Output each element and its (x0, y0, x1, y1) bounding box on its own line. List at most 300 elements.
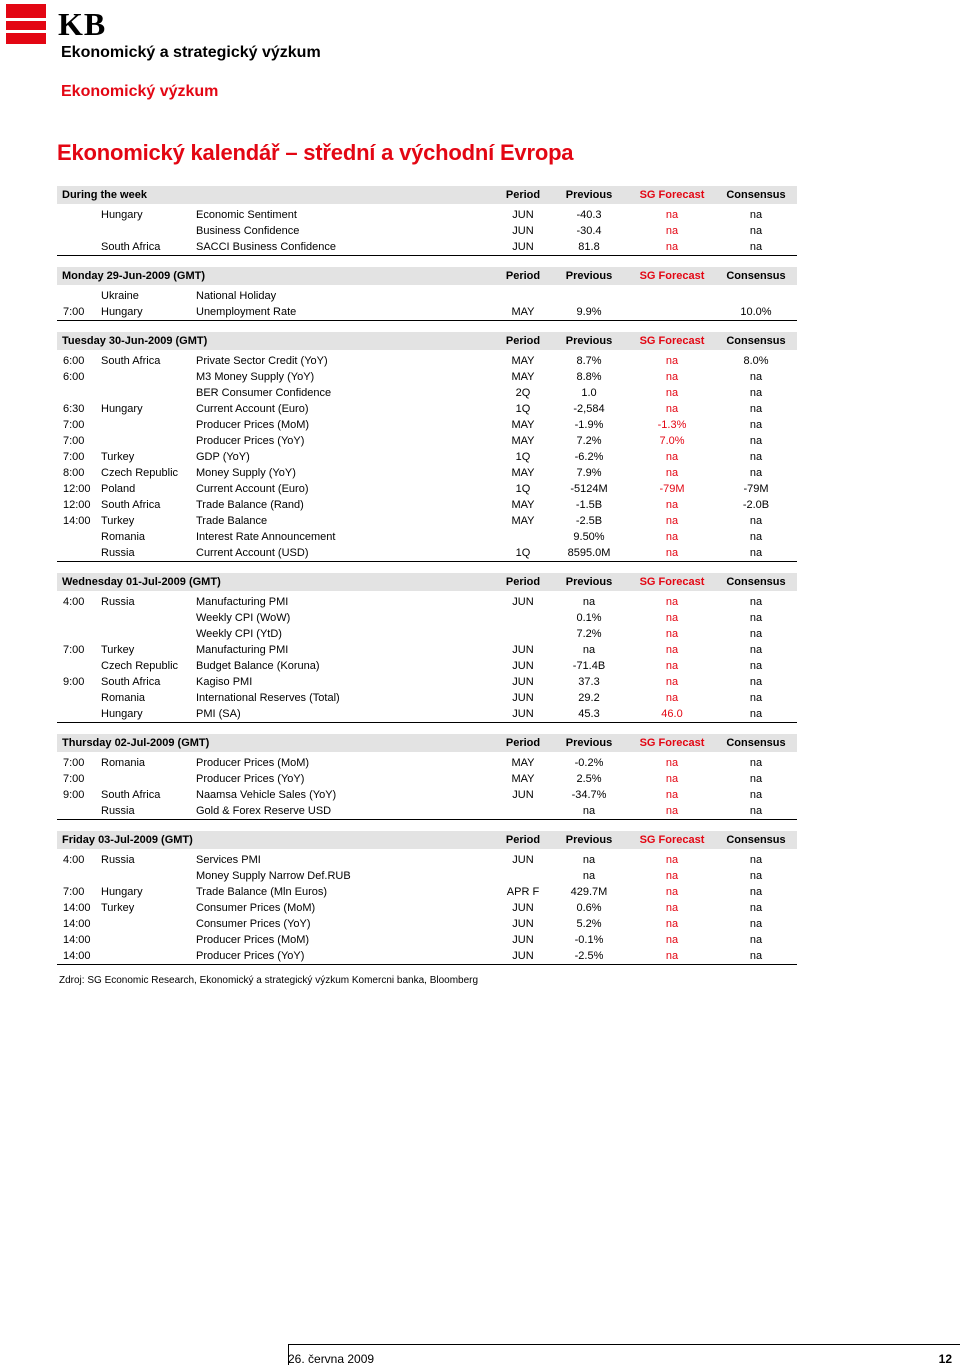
event-country: Russia (101, 547, 135, 559)
event-time: 7:00 (63, 306, 85, 318)
event-time: 12:00 (63, 483, 91, 495)
table-row (57, 304, 797, 321)
event-forecast: na (665, 644, 679, 656)
table-row (57, 884, 797, 900)
table-row (57, 755, 797, 771)
event-forecast: na (665, 355, 679, 367)
section-header (57, 332, 797, 350)
event-forecast: na (665, 902, 679, 914)
column-header-consensus: Consensus (726, 189, 786, 201)
event-period: MAY (511, 419, 535, 431)
subdepartment-title: Ekonomický výzkum (61, 83, 219, 100)
event-name: Private Sector Credit (YoY) (196, 355, 328, 367)
event-forecast: na (665, 515, 679, 527)
section-title: During the week (62, 189, 147, 201)
event-country: South Africa (101, 499, 161, 511)
event-period: JUN (512, 902, 534, 914)
event-forecast: na (665, 241, 679, 253)
event-name: Producer Prices (MoM) (196, 757, 310, 769)
event-name: Gold & Forex Reserve USD (196, 805, 332, 817)
event-forecast: -1.3% (657, 419, 687, 431)
event-forecast: na (665, 854, 679, 866)
event-period: MAY (511, 499, 535, 511)
event-period: MAY (511, 515, 535, 527)
page-number: 12 (938, 1352, 952, 1366)
section-header (57, 831, 797, 849)
event-country: Hungary (101, 708, 143, 720)
event-previous: 81.8 (578, 241, 600, 253)
event-consensus: na (749, 371, 763, 383)
event-consensus: -2.0B (742, 499, 770, 511)
event-name: Money Supply (YoY) (196, 467, 296, 479)
event-name: Manufacturing PMI (196, 596, 289, 608)
event-country: Russia (101, 854, 135, 866)
event-name: Weekly CPI (WoW) (196, 612, 291, 624)
event-period: 1Q (515, 483, 531, 495)
event-name: BER Consumer Confidence (196, 387, 332, 399)
event-period: JUN (512, 854, 534, 866)
table-row (57, 658, 797, 674)
table-row (57, 207, 797, 223)
section-title: Wednesday 01-Jul-2009 (GMT) (62, 576, 221, 588)
event-time: 7:00 (63, 773, 85, 785)
event-consensus: na (749, 387, 763, 399)
kb-logo-text: KB (58, 6, 107, 42)
event-previous: 0.6% (576, 902, 602, 914)
event-forecast: na (665, 918, 679, 930)
event-name: Money Supply Narrow Def.RUB (196, 870, 351, 882)
column-header-forecast: SG Forecast (639, 737, 705, 749)
event-time: 7:00 (63, 757, 85, 769)
event-name: Economic Sentiment (196, 209, 297, 221)
event-time: 9:00 (63, 676, 85, 688)
column-header-period: Period (505, 576, 541, 588)
event-period: MAY (511, 371, 535, 383)
table-row (57, 787, 797, 803)
event-period: 1Q (515, 403, 531, 415)
table-row (57, 690, 797, 706)
event-name: Current Account (USD) (196, 547, 309, 559)
event-forecast: na (665, 789, 679, 801)
column-header-period: Period (505, 335, 541, 347)
event-consensus: na (749, 628, 763, 640)
event-time: 7:00 (63, 886, 85, 898)
event-consensus: na (749, 789, 763, 801)
section-header (57, 734, 797, 752)
table-row (57, 545, 797, 562)
column-header-forecast: SG Forecast (639, 189, 705, 201)
column-header-previous: Previous (565, 834, 613, 846)
event-forecast: na (665, 531, 679, 543)
event-name: Producer Prices (YoY) (196, 950, 305, 962)
footer-date: 26. června 2009 (288, 1352, 375, 1366)
event-forecast: na (665, 692, 679, 704)
event-consensus: 8.0% (743, 355, 769, 367)
column-header-period: Period (505, 189, 541, 201)
event-consensus: na (749, 451, 763, 463)
table-row (57, 948, 797, 965)
event-forecast: na (665, 225, 679, 237)
event-previous: 9.50% (573, 531, 605, 543)
event-name: Unemployment Rate (196, 306, 297, 318)
event-forecast: na (665, 403, 679, 415)
event-forecast: na (665, 387, 679, 399)
event-country: Romania (101, 757, 146, 769)
table-row (57, 513, 797, 529)
event-name: Trade Balance (196, 515, 268, 527)
event-previous: 8.8% (576, 371, 602, 383)
event-period: JUN (512, 950, 534, 962)
calendar-section (57, 186, 797, 256)
event-time: 7:00 (63, 435, 85, 447)
event-forecast: na (665, 870, 679, 882)
event-period: JUN (512, 596, 534, 608)
event-previous: -71.4B (572, 660, 606, 672)
event-forecast: na (665, 886, 679, 898)
event-previous: na (582, 596, 596, 608)
event-consensus: na (749, 805, 763, 817)
event-period: MAY (511, 355, 535, 367)
event-country: South Africa (101, 355, 161, 367)
event-forecast: na (665, 371, 679, 383)
column-header-previous: Previous (565, 335, 613, 347)
event-previous: -6.2% (574, 451, 604, 463)
section-title: Tuesday 30-Jun-2009 (GMT) (62, 335, 208, 347)
event-country: Russia (101, 805, 135, 817)
economic-calendar (57, 186, 797, 976)
column-header-consensus: Consensus (726, 737, 786, 749)
event-period: MAY (511, 757, 535, 769)
event-consensus: na (749, 612, 763, 624)
column-header-previous: Previous (565, 576, 613, 588)
event-time: 6:00 (63, 355, 85, 367)
event-previous: 8595.0M (567, 547, 611, 559)
event-forecast: na (665, 451, 679, 463)
column-header-previous: Previous (565, 270, 613, 282)
event-forecast: na (665, 209, 679, 221)
event-previous: 37.3 (578, 676, 600, 688)
event-name: Manufacturing PMI (196, 644, 289, 656)
event-country: South Africa (101, 789, 161, 801)
event-country: Czech Republic (101, 467, 179, 479)
event-country: South Africa (101, 241, 161, 253)
event-previous: -30.4 (576, 225, 602, 237)
event-consensus: na (749, 886, 763, 898)
footer-rule (288, 1344, 960, 1345)
event-name: GDP (YoY) (196, 451, 250, 463)
event-name: Producer Prices (YoY) (196, 773, 305, 785)
event-name: SACCI Business Confidence (196, 241, 337, 253)
event-consensus: na (749, 950, 763, 962)
section-header (57, 573, 797, 591)
event-consensus: 10.0% (740, 306, 772, 318)
event-country: Turkey (101, 515, 135, 527)
event-consensus: -79M (743, 483, 769, 495)
kb-logo-mark (6, 4, 46, 44)
event-consensus: na (749, 854, 763, 866)
event-name: Budget Balance (Koruna) (196, 660, 320, 672)
event-period: 1Q (515, 547, 531, 559)
table-row (57, 465, 797, 481)
event-time: 14:00 (63, 902, 91, 914)
column-header-consensus: Consensus (726, 335, 786, 347)
column-header-period: Period (505, 834, 541, 846)
source-note: Zdroj: SG Economic Research, Ekonomický a strategický výzkum Komercni banka, Bloomberg (59, 975, 479, 986)
event-period: 1Q (515, 451, 531, 463)
event-forecast: na (665, 660, 679, 672)
event-forecast: na (665, 596, 679, 608)
event-consensus: na (749, 934, 763, 946)
table-row (57, 594, 797, 610)
event-previous: 9.9% (576, 306, 602, 318)
event-country: Hungary (101, 209, 143, 221)
event-country: South Africa (101, 676, 161, 688)
event-country: Turkey (101, 902, 135, 914)
event-consensus: na (749, 596, 763, 608)
event-previous: -5124M (570, 483, 608, 495)
table-row (57, 626, 797, 642)
event-name: Services PMI (196, 854, 261, 866)
event-consensus: na (749, 547, 763, 559)
column-header-consensus: Consensus (726, 270, 786, 282)
event-period: JUN (512, 708, 534, 720)
event-time: 6:00 (63, 371, 85, 383)
event-consensus: na (749, 660, 763, 672)
table-row (57, 401, 797, 417)
event-previous: na (582, 644, 596, 656)
event-period: JUN (512, 789, 534, 801)
event-forecast: na (665, 676, 679, 688)
event-time: 8:00 (63, 467, 85, 479)
table-row (57, 900, 797, 916)
event-period: JUN (512, 644, 534, 656)
event-forecast: na (665, 628, 679, 640)
event-name: Consumer Prices (MoM) (196, 902, 316, 914)
event-time: 14:00 (63, 515, 91, 527)
event-time: 4:00 (63, 596, 85, 608)
event-previous: 2.5% (576, 773, 602, 785)
table-row (57, 239, 797, 256)
calendar-section (57, 332, 797, 562)
column-header-consensus: Consensus (726, 576, 786, 588)
event-consensus: na (749, 403, 763, 415)
section-title: Monday 29-Jun-2009 (GMT) (62, 270, 206, 282)
calendar-section (57, 831, 797, 965)
event-forecast: 7.0% (659, 435, 685, 447)
event-period: APR F (506, 886, 540, 898)
table-row (57, 223, 797, 239)
event-period: 2Q (515, 387, 531, 399)
event-consensus: na (749, 515, 763, 527)
event-consensus: na (749, 676, 763, 688)
event-forecast: na (665, 934, 679, 946)
column-header-forecast: SG Forecast (639, 576, 705, 588)
event-name: Interest Rate Announcement (196, 531, 336, 543)
event-period: JUN (512, 934, 534, 946)
table-row (57, 353, 797, 369)
table-row (57, 417, 797, 433)
event-previous: 7.2% (576, 628, 602, 640)
event-time: 7:00 (63, 419, 85, 431)
event-consensus: na (749, 708, 763, 720)
event-time: 14:00 (63, 918, 91, 930)
event-name: Trade Balance (Mln Euros) (196, 886, 328, 898)
event-previous: -2.5B (575, 515, 603, 527)
event-previous: 0.1% (576, 612, 602, 624)
table-row (57, 706, 797, 723)
event-previous: 1.0 (581, 387, 597, 399)
event-period: JUN (512, 660, 534, 672)
event-consensus: na (749, 692, 763, 704)
event-previous: -0.1% (574, 934, 604, 946)
column-header-forecast: SG Forecast (639, 270, 705, 282)
event-consensus: na (749, 467, 763, 479)
event-name: International Reserves (Total) (196, 692, 340, 704)
section-title: Friday 03-Jul-2009 (GMT) (62, 834, 193, 846)
table-row (57, 868, 797, 884)
calendar-section (57, 267, 797, 321)
event-name: Naamsa Vehicle Sales (YoY) (196, 789, 337, 801)
event-country: Romania (101, 692, 146, 704)
event-period: MAY (511, 435, 535, 447)
event-country: Hungary (101, 886, 143, 898)
event-time: 9:00 (63, 789, 85, 801)
event-consensus: na (749, 757, 763, 769)
event-previous: na (582, 805, 596, 817)
event-consensus: na (749, 241, 763, 253)
table-row (57, 433, 797, 449)
event-period: JUN (512, 692, 534, 704)
table-row (57, 771, 797, 787)
event-period: JUN (512, 225, 534, 237)
event-forecast: na (665, 950, 679, 962)
event-name: Current Account (Euro) (196, 403, 309, 415)
event-period: JUN (512, 209, 534, 221)
event-forecast: na (665, 467, 679, 479)
calendar-section (57, 734, 797, 820)
section-header (57, 186, 797, 204)
event-previous: -1.5B (575, 499, 603, 511)
event-consensus: na (749, 902, 763, 914)
event-consensus: na (749, 209, 763, 221)
event-previous: 8.7% (576, 355, 602, 367)
event-time: 14:00 (63, 934, 91, 946)
event-previous: -40.3 (576, 209, 602, 221)
event-name: Producer Prices (YoY) (196, 435, 305, 447)
event-forecast: na (665, 773, 679, 785)
event-name: PMI (SA) (196, 708, 241, 720)
column-header-consensus: Consensus (726, 834, 786, 846)
table-row (57, 916, 797, 932)
event-time: 7:00 (63, 644, 85, 656)
section-header (57, 267, 797, 285)
page-title: Ekonomický kalendář – střední a východní Evropa (57, 140, 574, 165)
event-forecast: na (665, 547, 679, 559)
event-forecast: na (665, 612, 679, 624)
event-previous: na (582, 870, 596, 882)
event-time: 14:00 (63, 950, 91, 962)
event-previous: -2.5% (574, 950, 604, 962)
table-row (57, 852, 797, 868)
event-country: Turkey (101, 644, 135, 656)
event-time: 7:00 (63, 451, 85, 463)
event-forecast: 46.0 (661, 708, 683, 720)
event-name: Weekly CPI (YtD) (196, 628, 282, 640)
event-time: 6:30 (63, 403, 85, 415)
event-time: 4:00 (63, 854, 85, 866)
event-previous: -0.2% (574, 757, 604, 769)
event-country: Turkey (101, 451, 135, 463)
event-name: Kagiso PMI (196, 676, 253, 688)
event-consensus: na (749, 773, 763, 785)
event-country: Hungary (101, 306, 143, 318)
table-row (57, 642, 797, 658)
event-period: MAY (511, 306, 535, 318)
event-consensus: na (749, 870, 763, 882)
event-name: Current Account (Euro) (196, 483, 309, 495)
event-previous: 7.2% (576, 435, 602, 447)
column-header-period: Period (505, 737, 541, 749)
event-previous: 29.2 (578, 692, 600, 704)
event-previous: -34.7% (571, 789, 607, 801)
table-row (57, 385, 797, 401)
section-title: Thursday 02-Jul-2009 (GMT) (62, 737, 210, 749)
column-header-forecast: SG Forecast (639, 335, 705, 347)
column-header-previous: Previous (565, 737, 613, 749)
event-previous: 5.2% (576, 918, 602, 930)
event-previous: na (582, 854, 596, 866)
event-period: JUN (512, 676, 534, 688)
event-name: M3 Money Supply (YoY) (196, 371, 315, 383)
event-forecast: na (665, 499, 679, 511)
department-title: Ekonomický a strategický výzkum (61, 44, 321, 61)
event-consensus: na (749, 644, 763, 656)
event-consensus: na (749, 531, 763, 543)
event-previous: 7.9% (576, 467, 602, 479)
event-country: Hungary (101, 403, 143, 415)
table-row (57, 481, 797, 497)
event-forecast: na (665, 805, 679, 817)
event-previous: -2,584 (573, 403, 605, 415)
table-row (57, 529, 797, 545)
event-consensus: na (749, 918, 763, 930)
event-previous: -1.9% (574, 419, 604, 431)
event-period: JUN (512, 241, 534, 253)
event-country: Poland (101, 483, 136, 495)
table-row (57, 932, 797, 948)
event-consensus: na (749, 225, 763, 237)
event-period: MAY (511, 467, 535, 479)
event-time: 12:00 (63, 499, 91, 511)
event-country: Ukraine (101, 290, 139, 302)
table-row (57, 288, 797, 304)
event-previous: 45.3 (578, 708, 600, 720)
event-consensus: na (749, 435, 763, 447)
table-row (57, 497, 797, 513)
event-name: Producer Prices (MoM) (196, 419, 310, 431)
event-name: National Holiday (196, 290, 277, 302)
event-previous: 429.7M (570, 886, 608, 898)
table-row (57, 610, 797, 626)
event-period: MAY (511, 773, 535, 785)
event-period: JUN (512, 918, 534, 930)
event-country: Russia (101, 596, 135, 608)
column-header-previous: Previous (565, 189, 613, 201)
calendar-section (57, 573, 797, 723)
event-country: Czech Republic (101, 660, 179, 672)
event-consensus: na (749, 419, 763, 431)
event-name: Producer Prices (MoM) (196, 934, 310, 946)
